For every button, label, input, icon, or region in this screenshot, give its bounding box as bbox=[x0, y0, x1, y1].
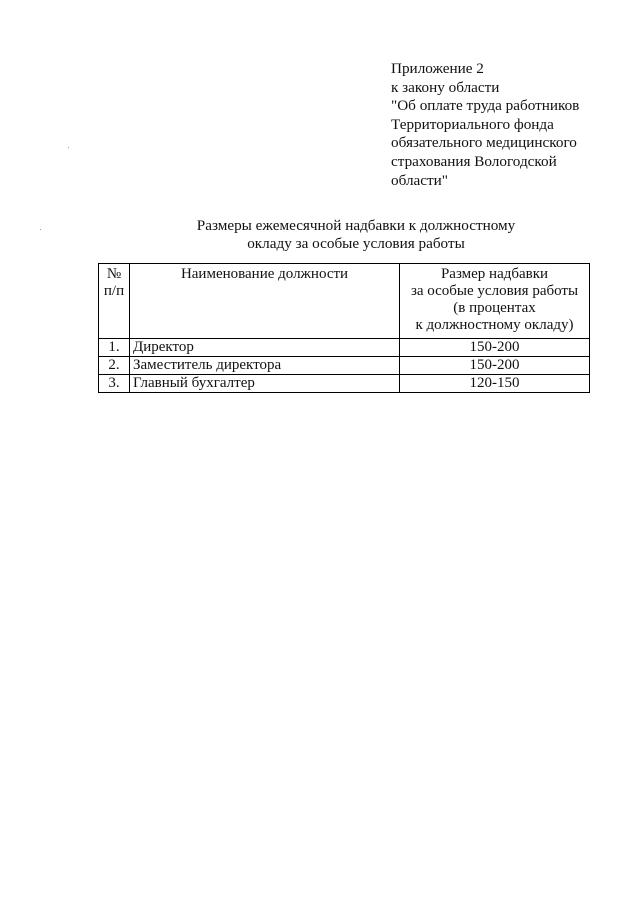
appendix-line: области" bbox=[391, 171, 448, 189]
row-position: Директор bbox=[130, 339, 400, 357]
row-rate: 120-150 bbox=[400, 375, 590, 393]
header-rate-line: за особые условия работы bbox=[410, 283, 579, 299]
appendix-line: "Об оплате труда работников bbox=[391, 97, 580, 115]
header-row bbox=[99, 264, 590, 339]
row-number: 1. bbox=[99, 339, 130, 357]
table-body bbox=[99, 339, 590, 393]
allowance-table bbox=[98, 263, 590, 393]
appendix-line: Территориального фонда bbox=[391, 115, 554, 133]
row-rate: 150-200 bbox=[400, 339, 590, 357]
appendix-reference bbox=[391, 60, 621, 190]
header-number-abbr: п/п bbox=[103, 283, 125, 299]
appendix-line: Приложение 2 bbox=[391, 60, 484, 77]
table-row bbox=[99, 357, 590, 375]
table-header bbox=[99, 264, 590, 339]
header-rate-line: (в процентах bbox=[453, 300, 536, 316]
appendix-line: обязательного медицинского bbox=[391, 134, 577, 152]
table-row bbox=[99, 375, 590, 393]
header-rate-line: к должностному окладу) bbox=[415, 317, 574, 333]
row-rate: 150-200 bbox=[400, 357, 590, 375]
scan-speck bbox=[40, 229, 41, 230]
header-rate-line: Размер надбавки bbox=[440, 266, 549, 282]
appendix-line: к закону области bbox=[391, 78, 500, 96]
row-number: 2. bbox=[99, 357, 130, 375]
document-title bbox=[150, 217, 562, 252]
appendix-line: страхования Вологодской bbox=[391, 152, 557, 170]
header-allowance-rate bbox=[400, 264, 590, 339]
header-number-symbol: № bbox=[106, 266, 122, 282]
title-line-1: Размеры ежемесячной надбавки к должностному bbox=[196, 217, 516, 234]
header-number bbox=[99, 264, 130, 339]
header-position-name: Наименование должности bbox=[130, 264, 400, 339]
row-number: 3. bbox=[99, 375, 130, 393]
table-row bbox=[99, 339, 590, 357]
scan-speck bbox=[68, 147, 69, 148]
row-position: Заместитель директора bbox=[130, 357, 400, 375]
row-position: Главный бухгалтер bbox=[130, 375, 400, 393]
title-line-2: окладу за особые условия работы bbox=[247, 234, 465, 252]
